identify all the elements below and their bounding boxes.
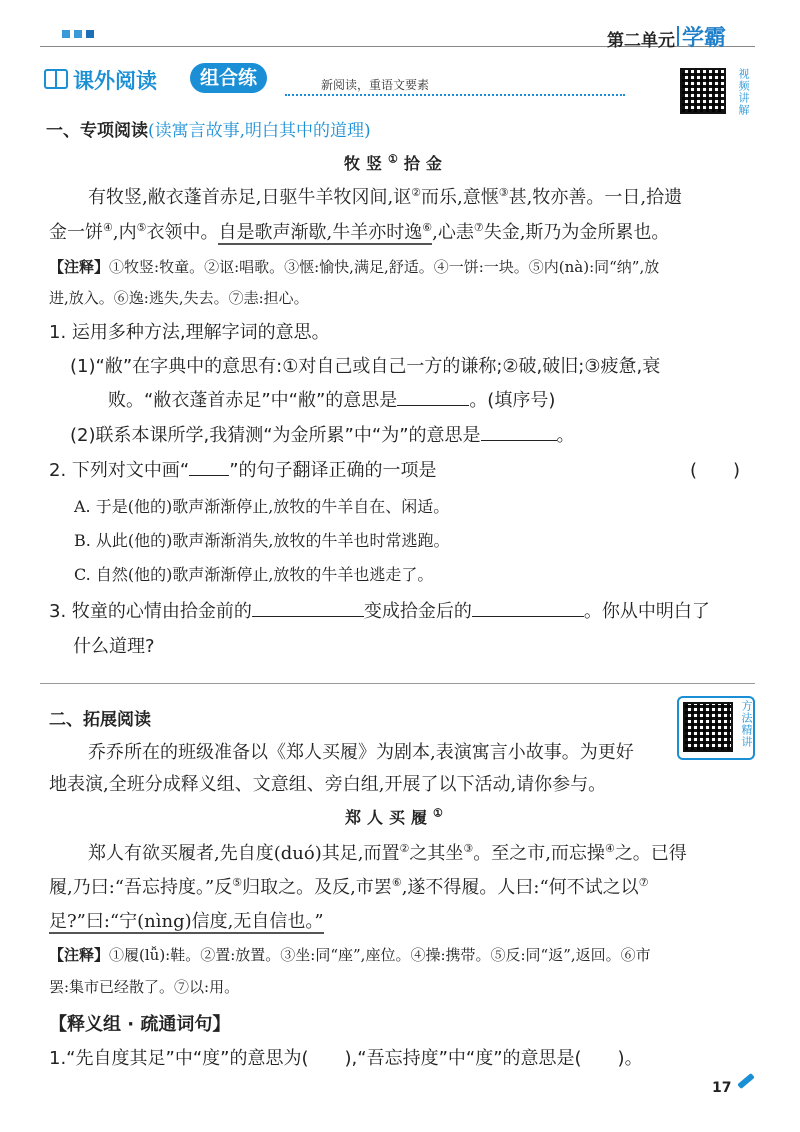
question-1-1: (1)“敝”在字典中的意思有:①对自己或自己一方的谦称;②破,破旧;③疲惫,衰 — [70, 356, 661, 377]
answer-blank[interactable] — [397, 405, 469, 406]
story2-notes-line1: 【注释】①履(lǚ):鞋。②置:放置。③坐:同“座”,座位。④操:携带。⑤反:同“返”,返回。⑥市 — [49, 946, 651, 964]
section-title: 课外阅读 — [73, 69, 157, 93]
answer-blank[interactable] — [252, 616, 364, 617]
intro-line1: 乔乔所在的班级准备以《郑人买履》为剧本,表演寓言小故事。为更好 — [88, 742, 634, 763]
question-3: 3. 牧童的心情由拾金前的 变成拾金后的 。你从中明白了 — [49, 601, 710, 622]
section-divider — [40, 683, 755, 684]
intro-line2: 地表演,全班分成释义组、文意组、旁白组,开展了以下活动,请你参与。 — [49, 774, 607, 795]
qr-label: 方法精讲 — [740, 700, 753, 748]
option-c[interactable]: C. 自然(他的)歌声渐渐停止,放牧的牛羊也逃走了。 — [74, 565, 434, 584]
story1-notes-line2: 进,放入。⑥逸:逃失,失去。⑦恚:担心。 — [49, 289, 309, 307]
dotted-divider — [285, 94, 625, 96]
story2-line2: 履,乃曰:“吾忘持度。”反⑤归取之。及反,市罢⑥,遂不得履。人曰:“何不试之以⑦ — [49, 876, 649, 898]
answer-paren[interactable]: ( ) — [690, 460, 741, 481]
story2-line1: 郑人有欲买履者,先自度(duó)其足,而置②之其坐③。至之市,而忘操④之。已得 — [88, 842, 687, 864]
section-subtitle: 新阅读，重语文要素 — [321, 78, 430, 92]
option-a[interactable]: A. 于是(他的)歌声渐渐停止,放牧的牛羊自在、闲适。 — [74, 497, 450, 516]
qr-code-icon[interactable] — [680, 68, 726, 114]
option-b[interactable]: B. 从此(他的)歌声渐渐消失,放牧的牛羊也时常逃跑。 — [74, 531, 450, 550]
part2-heading: 二、拓展阅读 — [49, 710, 151, 730]
section-badge: 组合练 — [190, 63, 267, 93]
story2-title: 郑人买履① — [345, 806, 449, 827]
part2-question-1: 1.“先自度其足”中“度”的意思为( ),“吾忘持度”中“度”的意思是( )。 — [49, 1048, 643, 1069]
question-1-1-cont: 败。“敝衣蓬首赤足”中“敝”的意思是 。(填序号) — [108, 390, 556, 411]
answer-blank[interactable] — [481, 440, 557, 441]
part1-heading: 一、专项阅读(读寓言故事,明白其中的道理) — [46, 121, 371, 141]
story2-notes-line2: 罢:集市已经散了。⑦以:用。 — [49, 978, 240, 996]
book-icon — [44, 69, 68, 89]
pencil-icon — [737, 1073, 755, 1089]
story1-line1: 有牧竖,敝衣蓬首赤足,日驱牛羊牧冈间,讴②而乐,意惬③甚,牧亦善。一日,拾遗 — [88, 186, 683, 208]
group-heading: 【释义组 · 疏通词句】 — [49, 1014, 231, 1035]
story2-line3: 足?”曰:“宁(nìng)信度,无自信也。” — [49, 911, 324, 932]
question-1: 1. 运用多种方法,理解字词的意思。 — [49, 322, 330, 343]
question-3-cont: 什么道理? — [73, 636, 155, 657]
story1-line2: 金一饼④,内⑤衣领中。自是歌声渐歇,牛羊亦时逸⑥,心恚⑦失金,斯乃为金所累也。 — [49, 221, 670, 243]
underline-sample — [189, 475, 229, 476]
answer-blank[interactable] — [472, 616, 584, 617]
question-2: 2. 下列对文中画“ ”的句子翻译正确的一项是 — [49, 460, 437, 481]
brand-logo: 学霸 — [682, 26, 727, 51]
story1-notes-line1: 【注释】①牧竖:牧童。②讴:唱歌。③惬:愉快,满足,舒适。④一饼:一块。⑤内(nà):同“纳”,放 — [49, 258, 660, 276]
brand-divider — [677, 26, 679, 46]
page-number: 17 — [712, 1080, 732, 1096]
header-decoration — [62, 30, 94, 38]
unit-title: 第二单元 — [607, 31, 675, 51]
question-1-2: (2)联系本课所学,我猜测“为金所累”中“为”的意思是 。 — [70, 425, 575, 446]
qr-code-icon[interactable] — [683, 702, 733, 752]
qr-label: 视频讲解 — [737, 68, 750, 116]
story1-title: 牧竖①拾金 — [344, 152, 448, 173]
